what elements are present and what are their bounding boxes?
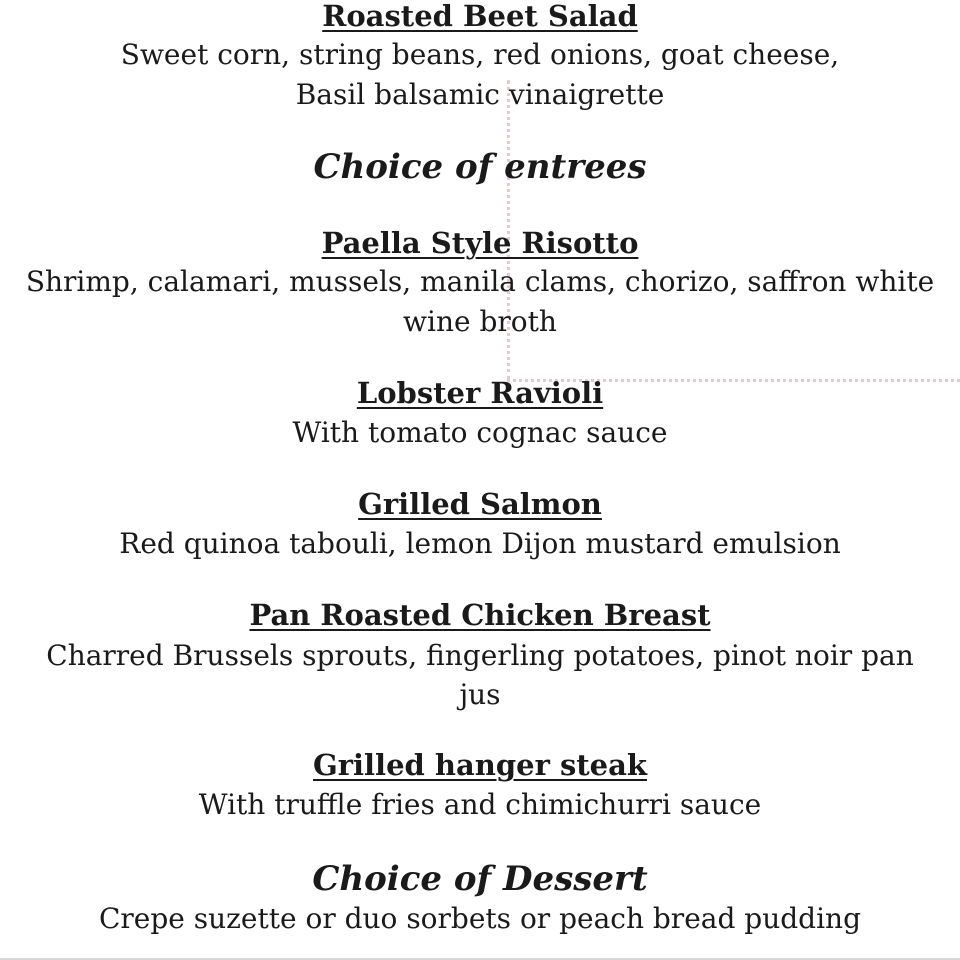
- entrees-heading: Choice of entrees: [313, 147, 647, 187]
- entree-description-grilled-salmon: Red quinoa tabouli, lemon Dijon mustard emulsion: [119, 527, 841, 560]
- entree-description-chicken-breast-line-1: Charred Brussels sprouts, fingerling potatoes, pinot noir pan: [46, 639, 914, 672]
- entree-name-chicken-breast: Pan Roasted Chicken Breast: [249, 598, 711, 632]
- entree-name-grilled-salmon: Grilled Salmon: [358, 487, 602, 521]
- entree-name-hanger-steak: Grilled hanger steak: [312, 748, 648, 782]
- salad-description-line-2: Basil balsamic vinaigrette: [295, 78, 665, 111]
- entree-description-paella-line-2: wine broth: [403, 305, 557, 338]
- entree-name-lobster-ravioli: Lobster Ravioli: [356, 376, 604, 410]
- entree-description-lobster-ravioli: With tomato cognac sauce: [292, 416, 668, 449]
- dessert-heading: Choice of Dessert: [312, 859, 648, 899]
- salad-description-line-1: Sweet corn, string beans, red onions, goat cheese,: [120, 38, 840, 71]
- salad-name: Roasted Beet Salad: [322, 0, 638, 33]
- entree-description-hanger-steak: With truffle fries and chimichurri sauce: [198, 788, 762, 821]
- dessert-description: Crepe suzette or duo sorbets or peach bread pudding: [98, 902, 861, 935]
- entree-description-chicken-breast-line-2: jus: [459, 678, 501, 711]
- entree-description-paella-line-1: Shrimp, calamari, mussels, manila clams, chorizo, saffron white: [25, 265, 935, 298]
- entree-name-paella: Paella Style Risotto: [321, 226, 639, 260]
